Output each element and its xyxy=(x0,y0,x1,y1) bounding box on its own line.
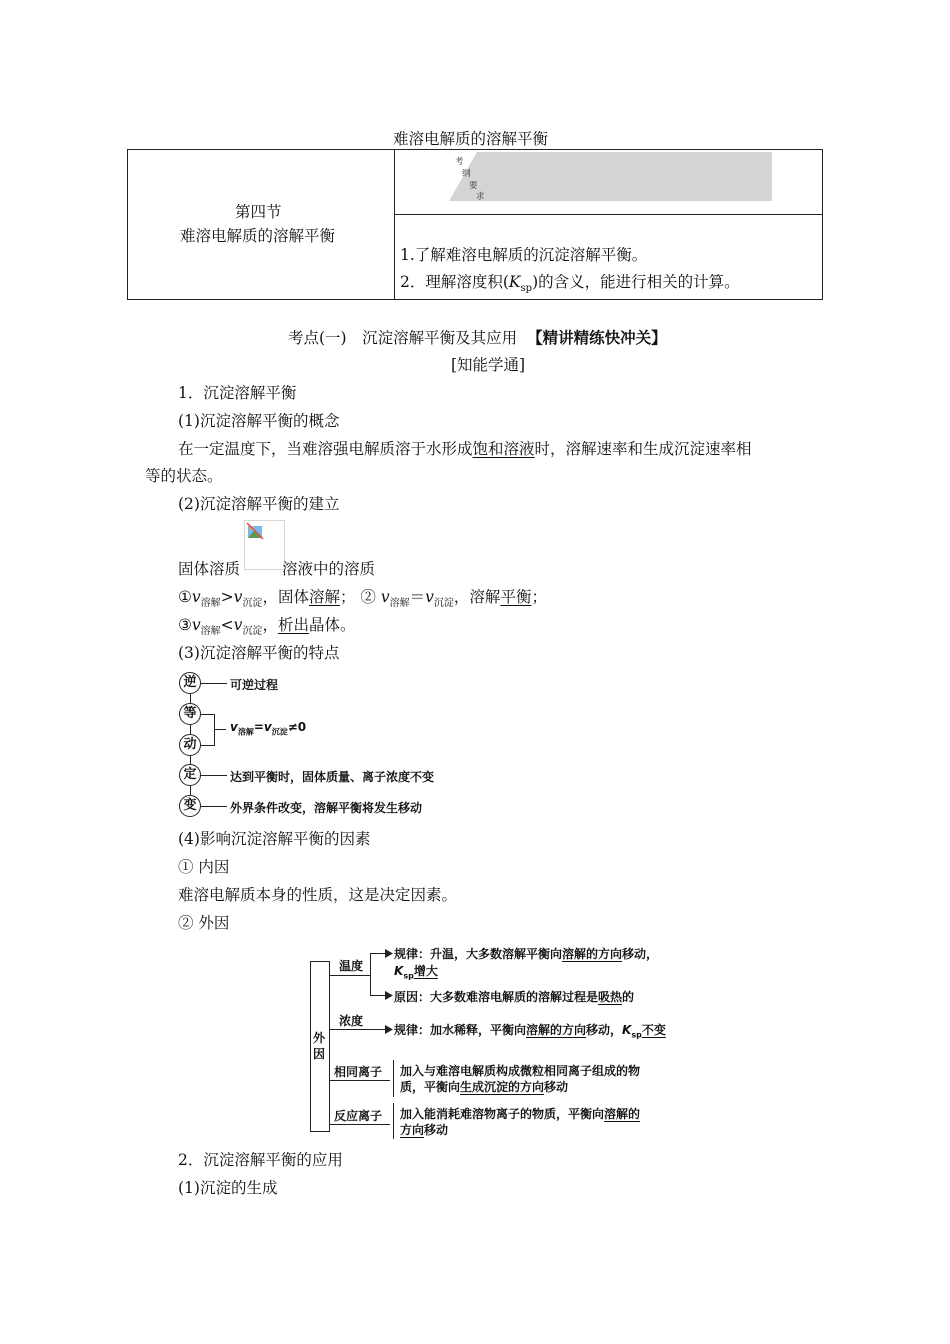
outer-factor-heading: ② 外因 xyxy=(178,914,230,932)
heading-1: 1．沉淀溶解平衡 xyxy=(178,384,297,402)
inner-factor-text: 难溶电解质本身的性质，这是决定因素。 xyxy=(178,886,458,904)
header-section-number: 第四节 xyxy=(235,203,282,221)
factor-same-ion-label: 相同离子 xyxy=(334,1065,383,1079)
factor-react-ion-label: 反应离子 xyxy=(334,1109,383,1123)
feature-ni-text: 可逆过程 xyxy=(230,678,279,692)
requirement-2: 2．理解溶度积$(K_{sp})$的含义，能进行相关的计算。 xyxy=(400,273,740,295)
section-badge: 【精讲精练快冲关】 xyxy=(527,328,667,347)
heading-1-2: (2)沉淀溶解平衡的建立 xyxy=(178,495,340,513)
circle-ni: 逆 xyxy=(179,672,201,694)
heading-2-1: (1)沉淀的生成 xyxy=(178,1179,278,1197)
heading-1-1: (1)沉淀溶解平衡的概念 xyxy=(178,412,340,430)
factor-temp-label: 温度 xyxy=(339,959,364,973)
inner-factor-heading: ① 内因 xyxy=(178,858,230,876)
heading-2: 2．沉淀溶解平衡的应用 xyxy=(178,1151,343,1169)
factor-conc-label: 浓度 xyxy=(339,1014,364,1028)
tag-char-4: 求 xyxy=(476,192,485,202)
same-ion-line-1: 加入与难溶电解质构成微粒相同离子组成的物 xyxy=(400,1064,641,1078)
tag-char-1: 考 xyxy=(455,157,464,167)
header-section-title: 难溶电解质的溶解平衡 xyxy=(180,227,336,245)
react-ion-line-2: 方向移动 xyxy=(400,1123,449,1137)
circle-bian: 变 xyxy=(179,795,201,817)
feature-ding-text: 达到平衡时，固体质量、离子浓度不变 xyxy=(230,770,435,784)
condition-line-1: $①v_{溶解}>v_{沉淀}$，固体溶解； ② $v_{溶解}=v_{沉淀}$，溶解平衡； xyxy=(178,588,547,610)
page-title: 难溶电解质的溶解平衡 xyxy=(393,130,549,148)
react-ion-line-1: 加入能消耗难溶物离子的物质，平衡向溶解的 xyxy=(400,1107,641,1121)
same-ion-line-2: 质，平衡向生成沉淀的方向移动 xyxy=(400,1080,569,1094)
paragraph-definition-cont: 等的状态。 xyxy=(145,467,223,485)
temp-rule: 规律：升温，大多数溶解平衡向溶解的方向移动， xyxy=(394,947,659,961)
section-subtitle: [知能学通] xyxy=(451,356,526,374)
requirement-1: 1.了解难溶电解质的沉淀溶解平衡。 xyxy=(400,246,648,264)
paragraph-definition: 在一定温度下，当难溶强电解质溶于水形成饱和溶液时，溶解速率和生成沉淀速率相 xyxy=(178,440,752,458)
circle-ding: 定 xyxy=(179,764,201,786)
temp-reason: 原因：大多数难溶电解质的溶解过程是吸热的 xyxy=(394,990,635,1004)
tag-char-3: 要 xyxy=(469,181,478,191)
conc-rule: 规律：加水稀释，平衡向溶解的方向移动，$K_{sp}$不变 xyxy=(394,1023,666,1040)
circle-deng: 等 xyxy=(179,703,201,725)
tag-char-2: 纲 xyxy=(462,169,471,179)
establishment-line: 固体溶质 溶液中的溶质 xyxy=(178,560,376,578)
factor-main-label: 外因 xyxy=(313,1031,326,1061)
circle-dong: 动 xyxy=(179,734,201,756)
heading-1-3: (3)沉淀溶解平衡的特点 xyxy=(178,644,340,662)
heading-1-4: (4)影响沉淀溶解平衡的因素 xyxy=(178,830,371,848)
condition-line-3: $③v_{溶解}<v_{沉淀}$，析出晶体。 xyxy=(178,616,356,638)
temp-rule-ksp: $K_{sp}$增大 xyxy=(394,964,438,981)
feature-bian-text: 外界条件改变，溶解平衡将发生移动 xyxy=(230,801,423,815)
feature-equal-formula: $v_{溶解}=v_{沉淀}\ne 0$ xyxy=(230,720,307,737)
requirements-banner xyxy=(449,152,772,201)
section-title: 考点(一) 沉淀溶解平衡及其应用 【精讲精练快冲关】 xyxy=(288,328,667,347)
